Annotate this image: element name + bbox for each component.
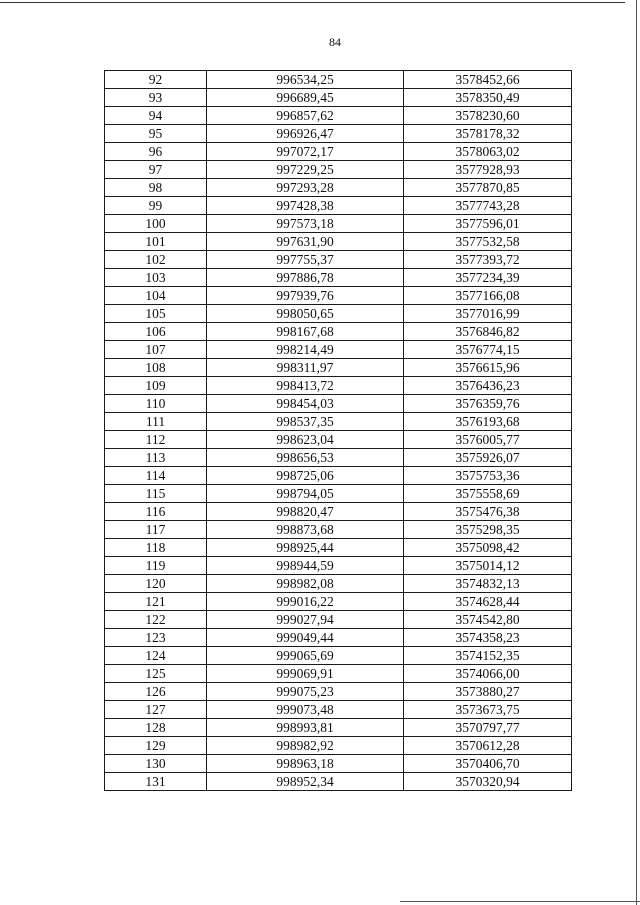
x-coordinate-cell: 997072,17 xyxy=(207,143,404,161)
y-coordinate-cell: 3570320,94 xyxy=(404,773,572,791)
table-row xyxy=(105,485,572,503)
x-coordinate-cell: 998944,59 xyxy=(207,557,404,575)
table-row xyxy=(105,179,572,197)
point-number-cell: 100 xyxy=(105,215,207,233)
x-coordinate-cell: 998873,68 xyxy=(207,521,404,539)
y-coordinate-cell: 3577016,99 xyxy=(404,305,572,323)
point-number-cell: 122 xyxy=(105,611,207,629)
point-number-cell: 105 xyxy=(105,305,207,323)
y-coordinate-cell: 3577596,01 xyxy=(404,215,572,233)
y-coordinate-cell: 3575926,07 xyxy=(404,449,572,467)
x-coordinate-cell: 998537,35 xyxy=(207,413,404,431)
x-coordinate-cell: 998963,18 xyxy=(207,755,404,773)
y-coordinate-cell: 3574628,44 xyxy=(404,593,572,611)
y-coordinate-cell: 3576615,96 xyxy=(404,359,572,377)
point-number-cell: 109 xyxy=(105,377,207,395)
point-number-cell: 117 xyxy=(105,521,207,539)
y-coordinate-cell: 3575753,36 xyxy=(404,467,572,485)
y-coordinate-cell: 3575558,69 xyxy=(404,485,572,503)
point-number-cell: 126 xyxy=(105,683,207,701)
table-row xyxy=(105,611,572,629)
table-row xyxy=(105,395,572,413)
x-coordinate-cell: 999027,94 xyxy=(207,611,404,629)
table-row xyxy=(105,233,572,251)
y-coordinate-cell: 3577532,58 xyxy=(404,233,572,251)
x-coordinate-cell: 999065,69 xyxy=(207,647,404,665)
point-number-cell: 116 xyxy=(105,503,207,521)
x-coordinate-cell: 998656,53 xyxy=(207,449,404,467)
point-number-cell: 104 xyxy=(105,287,207,305)
table-row xyxy=(105,305,572,323)
page-number: 84 xyxy=(329,35,341,49)
table-row xyxy=(105,269,572,287)
x-coordinate-cell: 998050,65 xyxy=(207,305,404,323)
scan-edge-right xyxy=(636,0,637,905)
x-coordinate-cell: 997939,76 xyxy=(207,287,404,305)
table-row xyxy=(105,197,572,215)
y-coordinate-cell: 3574066,00 xyxy=(404,665,572,683)
y-coordinate-cell: 3574832,13 xyxy=(404,575,572,593)
point-number-cell: 129 xyxy=(105,737,207,755)
y-coordinate-cell: 3575014,12 xyxy=(404,557,572,575)
x-coordinate-cell: 997886,78 xyxy=(207,269,404,287)
point-number-cell: 128 xyxy=(105,719,207,737)
x-coordinate-cell: 997573,18 xyxy=(207,215,404,233)
table-row xyxy=(105,521,572,539)
y-coordinate-cell: 3576193,68 xyxy=(404,413,572,431)
x-coordinate-cell: 997293,28 xyxy=(207,179,404,197)
point-number-cell: 130 xyxy=(105,755,207,773)
x-coordinate-cell: 999069,91 xyxy=(207,665,404,683)
x-coordinate-cell: 997428,38 xyxy=(207,197,404,215)
point-number-cell: 95 xyxy=(105,125,207,143)
point-number-cell: 121 xyxy=(105,593,207,611)
x-coordinate-cell: 996857,62 xyxy=(207,107,404,125)
point-number-cell: 131 xyxy=(105,773,207,791)
table-row xyxy=(105,755,572,773)
x-coordinate-cell: 999016,22 xyxy=(207,593,404,611)
table-row xyxy=(105,503,572,521)
table-row xyxy=(105,593,572,611)
y-coordinate-cell: 3577743,28 xyxy=(404,197,572,215)
point-number-cell: 111 xyxy=(105,413,207,431)
point-number-cell: 120 xyxy=(105,575,207,593)
point-number-cell: 125 xyxy=(105,665,207,683)
y-coordinate-cell: 3577928,93 xyxy=(404,161,572,179)
y-coordinate-cell: 3573880,27 xyxy=(404,683,572,701)
point-number-cell: 114 xyxy=(105,467,207,485)
y-coordinate-cell: 3577166,08 xyxy=(404,287,572,305)
point-number-cell: 124 xyxy=(105,647,207,665)
x-coordinate-cell: 998982,08 xyxy=(207,575,404,593)
table-row xyxy=(105,251,572,269)
coordinates-table-body xyxy=(105,71,572,791)
x-coordinate-cell: 998952,34 xyxy=(207,773,404,791)
x-coordinate-cell: 997631,90 xyxy=(207,233,404,251)
table-row xyxy=(105,557,572,575)
x-coordinate-cell: 997229,25 xyxy=(207,161,404,179)
point-number-cell: 110 xyxy=(105,395,207,413)
scan-edge-top xyxy=(0,2,625,3)
table-row xyxy=(105,773,572,791)
table-row xyxy=(105,161,572,179)
x-coordinate-cell: 998725,06 xyxy=(207,467,404,485)
x-coordinate-cell: 998982,92 xyxy=(207,737,404,755)
table-row xyxy=(105,683,572,701)
x-coordinate-cell: 998925,44 xyxy=(207,539,404,557)
table-row xyxy=(105,323,572,341)
point-number-cell: 103 xyxy=(105,269,207,287)
point-number-cell: 102 xyxy=(105,251,207,269)
table-row xyxy=(105,89,572,107)
point-number-cell: 96 xyxy=(105,143,207,161)
y-coordinate-cell: 3574152,35 xyxy=(404,647,572,665)
point-number-cell: 99 xyxy=(105,197,207,215)
y-coordinate-cell: 3576774,15 xyxy=(404,341,572,359)
y-coordinate-cell: 3576846,82 xyxy=(404,323,572,341)
point-number-cell: 108 xyxy=(105,359,207,377)
point-number-cell: 107 xyxy=(105,341,207,359)
x-coordinate-cell: 998623,04 xyxy=(207,431,404,449)
point-number-cell: 123 xyxy=(105,629,207,647)
y-coordinate-cell: 3578350,49 xyxy=(404,89,572,107)
point-number-cell: 112 xyxy=(105,431,207,449)
point-number-cell: 92 xyxy=(105,71,207,89)
x-coordinate-cell: 998167,68 xyxy=(207,323,404,341)
y-coordinate-cell: 3576005,77 xyxy=(404,431,572,449)
x-coordinate-cell: 998214,49 xyxy=(207,341,404,359)
y-coordinate-cell: 3576436,23 xyxy=(404,377,572,395)
x-coordinate-cell: 998993,81 xyxy=(207,719,404,737)
y-coordinate-cell: 3578063,02 xyxy=(404,143,572,161)
table-row xyxy=(105,539,572,557)
table-row xyxy=(105,647,572,665)
point-number-cell: 113 xyxy=(105,449,207,467)
coordinates-table xyxy=(104,70,572,791)
table-row xyxy=(105,467,572,485)
table-row xyxy=(105,575,572,593)
table-row xyxy=(105,737,572,755)
point-number-cell: 127 xyxy=(105,701,207,719)
table-row xyxy=(105,665,572,683)
point-number-cell: 98 xyxy=(105,179,207,197)
x-coordinate-cell: 998820,47 xyxy=(207,503,404,521)
table-row xyxy=(105,143,572,161)
table-row xyxy=(105,701,572,719)
table-row xyxy=(105,413,572,431)
table-row xyxy=(105,107,572,125)
table-row xyxy=(105,287,572,305)
y-coordinate-cell: 3575298,35 xyxy=(404,521,572,539)
table-row xyxy=(105,449,572,467)
x-coordinate-cell: 998413,72 xyxy=(207,377,404,395)
table-row xyxy=(105,125,572,143)
y-coordinate-cell: 3577234,39 xyxy=(404,269,572,287)
y-coordinate-cell: 3578230,60 xyxy=(404,107,572,125)
x-coordinate-cell: 999049,44 xyxy=(207,629,404,647)
point-number-cell: 115 xyxy=(105,485,207,503)
y-coordinate-cell: 3578178,32 xyxy=(404,125,572,143)
scan-edge-bottom xyxy=(400,901,640,902)
point-number-cell: 119 xyxy=(105,557,207,575)
y-coordinate-cell: 3570797,77 xyxy=(404,719,572,737)
y-coordinate-cell: 3575098,42 xyxy=(404,539,572,557)
y-coordinate-cell: 3576359,76 xyxy=(404,395,572,413)
x-coordinate-cell: 998311,97 xyxy=(207,359,404,377)
y-coordinate-cell: 3578452,66 xyxy=(404,71,572,89)
x-coordinate-cell: 996534,25 xyxy=(207,71,404,89)
point-number-cell: 94 xyxy=(105,107,207,125)
point-number-cell: 97 xyxy=(105,161,207,179)
table-row xyxy=(105,359,572,377)
y-coordinate-cell: 3575476,38 xyxy=(404,503,572,521)
y-coordinate-cell: 3574358,23 xyxy=(404,629,572,647)
table-row xyxy=(105,377,572,395)
x-coordinate-cell: 998794,05 xyxy=(207,485,404,503)
table-row xyxy=(105,431,572,449)
y-coordinate-cell: 3573673,75 xyxy=(404,701,572,719)
point-number-cell: 93 xyxy=(105,89,207,107)
y-coordinate-cell: 3577393,72 xyxy=(404,251,572,269)
point-number-cell: 106 xyxy=(105,323,207,341)
table-row xyxy=(105,71,572,89)
x-coordinate-cell: 996926,47 xyxy=(207,125,404,143)
table-row xyxy=(105,215,572,233)
table-row xyxy=(105,629,572,647)
y-coordinate-cell: 3570406,70 xyxy=(404,755,572,773)
table-row xyxy=(105,341,572,359)
point-number-cell: 101 xyxy=(105,233,207,251)
x-coordinate-cell: 996689,45 xyxy=(207,89,404,107)
x-coordinate-cell: 998454,03 xyxy=(207,395,404,413)
y-coordinate-cell: 3570612,28 xyxy=(404,737,572,755)
x-coordinate-cell: 999073,48 xyxy=(207,701,404,719)
y-coordinate-cell: 3574542,80 xyxy=(404,611,572,629)
y-coordinate-cell: 3577870,85 xyxy=(404,179,572,197)
x-coordinate-cell: 997755,37 xyxy=(207,251,404,269)
x-coordinate-cell: 999075,23 xyxy=(207,683,404,701)
table-row xyxy=(105,719,572,737)
point-number-cell: 118 xyxy=(105,539,207,557)
